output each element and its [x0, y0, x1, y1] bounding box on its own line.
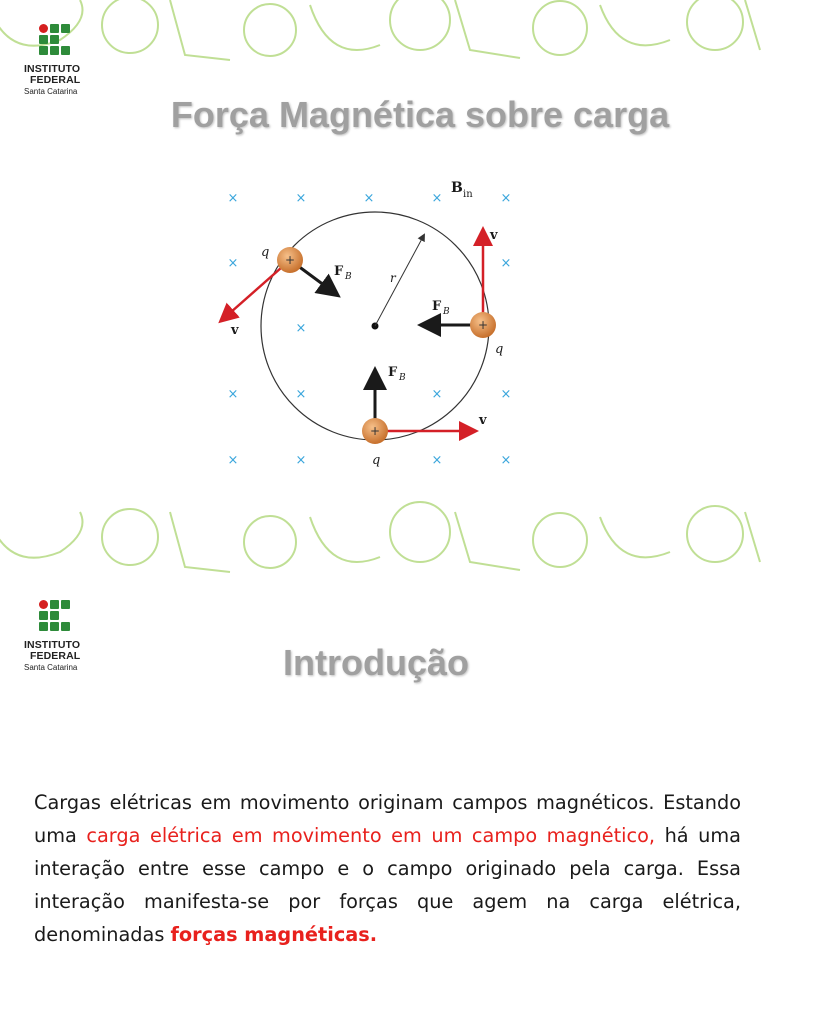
charge-sign: +: [477, 318, 489, 332]
logo-line-3: Santa Catarina: [24, 663, 78, 672]
velocity-label: v: [231, 323, 239, 338]
field-mark: ×: [227, 387, 239, 402]
field-mark: ×: [295, 321, 307, 336]
decorative-header-pattern: [0, 0, 768, 70]
charge-sign: +: [369, 424, 381, 438]
field-mark: ×: [227, 453, 239, 468]
slide-1: [0, 0, 768, 512]
magnetic-force-diagram: [214, 176, 524, 472]
field-mark: ×: [295, 387, 307, 402]
velocity-label: v: [490, 228, 498, 243]
field-mark: ×: [500, 453, 512, 468]
field-label-subscript: in: [463, 189, 473, 200]
charge-label: q: [261, 245, 270, 260]
field-mark: ×: [431, 387, 443, 402]
charge-sign: +: [284, 253, 296, 267]
paragraph-highlight-bold: forças magnéticas.: [170, 923, 378, 946]
slide-title: Introdução: [283, 642, 469, 683]
logo-line-1: INSTITUTO: [24, 639, 81, 651]
field-mark: ×: [431, 453, 443, 468]
field-mark: ×: [500, 256, 512, 271]
charge-label: q: [372, 453, 381, 468]
field-mark: ×: [431, 191, 443, 206]
force-label: F: [388, 365, 398, 380]
field-label: B: [451, 180, 463, 196]
field-mark: ×: [295, 453, 307, 468]
force-label-subscript: B: [399, 373, 406, 383]
field-mark: ×: [227, 191, 239, 206]
force-label-subscript: B: [345, 272, 352, 282]
slide-title: Força Magnética sobre carga: [170, 94, 670, 135]
field-mark: ×: [500, 191, 512, 206]
decorative-header-pattern: [0, 512, 768, 582]
logo-line-1: INSTITUTO: [24, 63, 81, 75]
radius-label: r: [390, 271, 396, 285]
paragraph-text: há uma interação entre esse campo e o campo originado pela carga. Essa interação manifesta-se por forças que agem na carga elétrica, denominadas: [34, 824, 741, 946]
charge-label: q: [495, 342, 504, 357]
velocity-label: v: [479, 413, 487, 428]
field-mark: ×: [227, 256, 239, 271]
force-label: F: [334, 264, 344, 279]
logo-line-3: Santa Catarina: [24, 87, 78, 96]
logo-mark-icon: [39, 600, 75, 636]
radius-arrow: [375, 235, 424, 326]
field-mark: ×: [295, 191, 307, 206]
logo-line-2: FEDERAL: [30, 650, 81, 662]
field-mark: ×: [363, 191, 375, 206]
logo-line-2: FEDERAL: [30, 74, 81, 86]
force-label-subscript: B: [443, 307, 450, 317]
force-label: F: [432, 299, 442, 314]
field-mark: ×: [500, 387, 512, 402]
paragraph-text: Cargas elétricas em movimento originam campos magnéticos. Estando uma: [34, 791, 741, 847]
logo-mark-icon: [39, 24, 75, 60]
intro-paragraph: [34, 786, 741, 951]
paragraph-highlight: carga elétrica em movimento em um campo magnético,: [86, 824, 656, 847]
institution-logo: [24, 24, 96, 97]
